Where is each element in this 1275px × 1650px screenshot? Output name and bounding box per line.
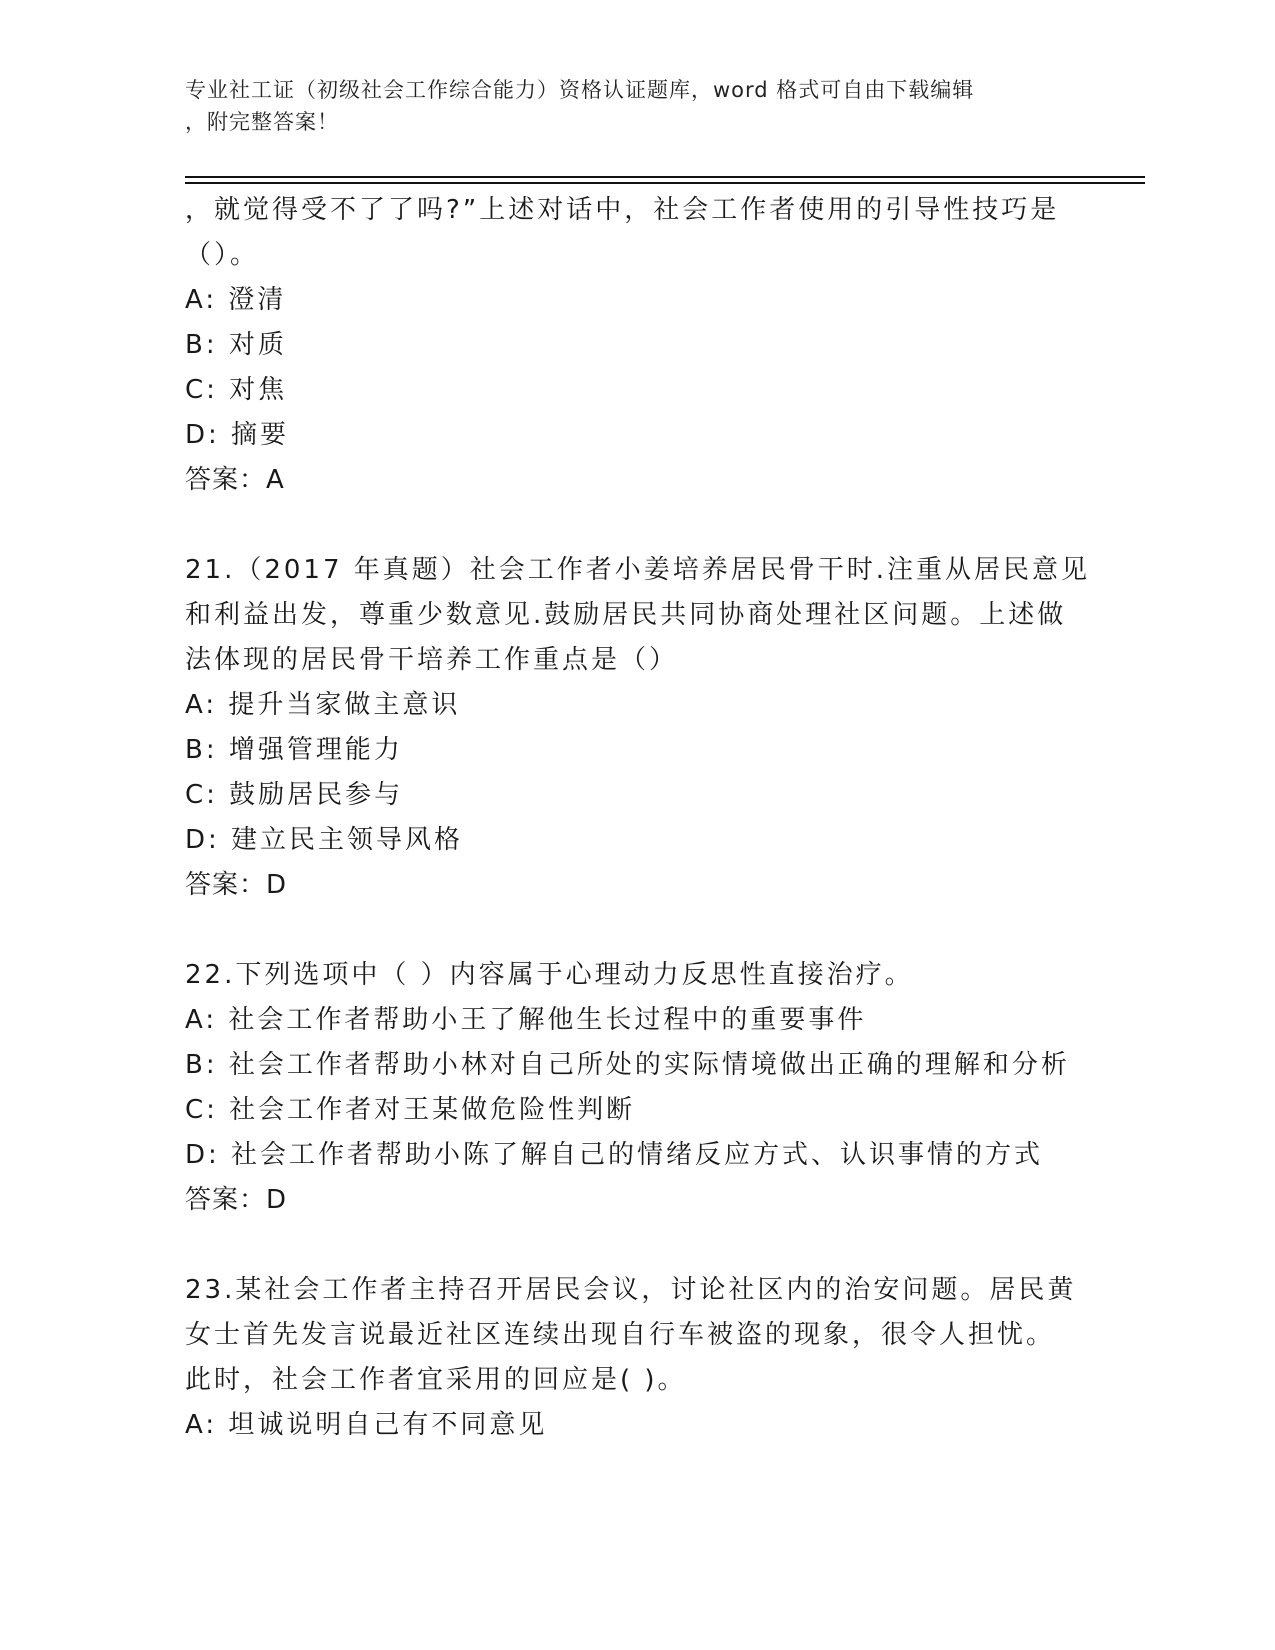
header-divider-top xyxy=(185,176,1145,178)
question-content xyxy=(185,188,1091,1448)
option-c: C: 鼓励居民参与 xyxy=(185,780,404,810)
option-d: D: 社会工作者帮助小陈了解自己的情绪反应方式、认识事情的方式 xyxy=(185,1140,1044,1170)
option-d: D: 建立民主领导风格 xyxy=(185,825,464,855)
option-c: C: 对焦 xyxy=(185,375,288,405)
question-stem-line: 23.某社会工作者主持召开居民会议，讨论社区内的治安问题。居民黄 xyxy=(185,1275,1077,1305)
answer-line: 答案：D xyxy=(185,870,288,900)
question-stem-line: （）。 xyxy=(185,240,260,270)
spacer xyxy=(185,1223,1085,1268)
header-divider-bottom xyxy=(185,182,1145,184)
question-stem-line: ，就觉得受不了了吗?”上述对话中，社会工作者使用的引导性技巧是 xyxy=(185,195,1060,225)
question-stem-line: 此时，社会工作者宜采用的回应是( )。 xyxy=(185,1365,687,1395)
spacer xyxy=(185,908,1085,953)
question-stem-line: 女士首先发言说最近社区连续出现自行车被盗的现象，很令人担忧。 xyxy=(185,1320,1056,1350)
answer-line: 答案：A xyxy=(185,465,285,495)
option-a: A: 社会工作者帮助小王了解他生长过程中的重要事件 xyxy=(185,1005,867,1035)
option-b: B: 社会工作者帮助小林对自己所处的实际情境做出正确的理解和分析 xyxy=(185,1050,1070,1080)
question-stem-line: 21.（2017 年真题）社会工作者小姜培养居民骨干时.注重从居民意见 xyxy=(185,555,1091,585)
option-c: C: 社会工作者对王某做危险性判断 xyxy=(185,1095,636,1125)
question-21 xyxy=(185,548,1091,908)
question-stem-line: 和利益出发，尊重少数意见.鼓励居民共同协商处理社区问题。上述做 xyxy=(185,600,1067,630)
option-b: B: 增强管理能力 xyxy=(185,735,403,765)
question-20 xyxy=(185,188,1085,503)
question-23 xyxy=(185,1268,1085,1448)
question-stem-line: 22.下列选项中（ ）内容属于心理动力反思性直接治疗。 xyxy=(185,960,914,990)
option-a: A: 提升当家做主意识 xyxy=(185,690,461,720)
option-b: B: 对质 xyxy=(185,330,287,360)
header-title-line2: ，附完整答案！ xyxy=(185,110,339,134)
option-d: D: 摘要 xyxy=(185,420,290,450)
page-header xyxy=(185,74,1085,138)
answer-line: 答案：D xyxy=(185,1185,288,1215)
spacer xyxy=(185,503,1085,548)
option-a: A: 坦诚说明自己有不同意见 xyxy=(185,1410,548,1440)
question-stem-line: 法体现的居民骨干培养工作重点是（） xyxy=(185,645,679,675)
option-a: A: 澄清 xyxy=(185,285,287,315)
header-title-line1: 专业社工证（初级社会工作综合能力）资格认证题库，word 格式可自由下载编辑 xyxy=(185,78,975,102)
question-22 xyxy=(185,953,1085,1223)
